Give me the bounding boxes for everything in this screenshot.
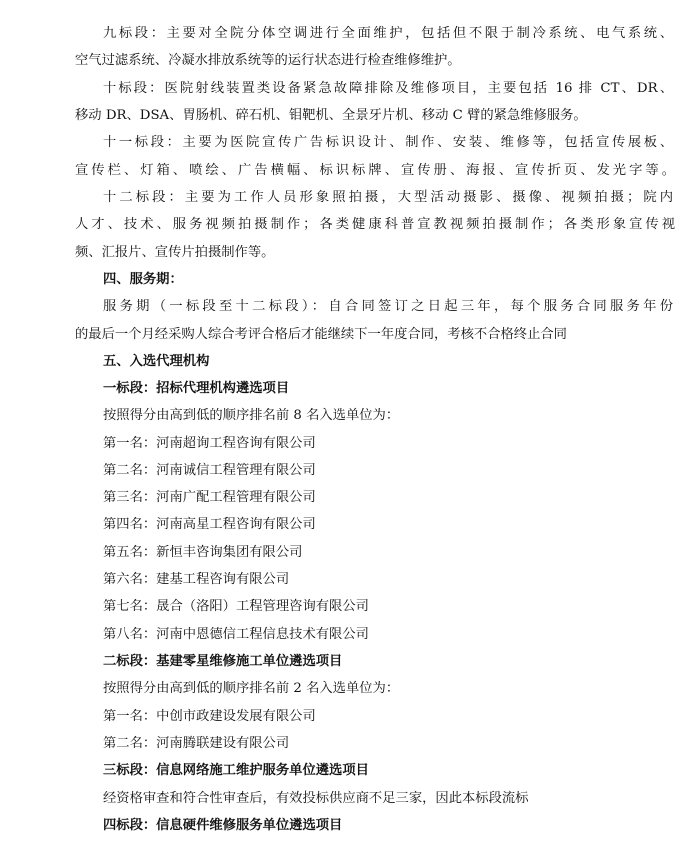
service-period-line2: 的最后一个月经采购人综合考评合格后才能继续下一年度合同，考核不合格终止合同 — [75, 327, 567, 342]
paragraph-lot9-line2: 空气过滤系统、冷凝水排放系统等的运行状态进行检查维修维护。 — [75, 53, 461, 68]
paragraph-lot10-line1: 十标段：医院射线装置类设备紧急故障排除及维修项目，主要包括 16 排 CT、DR、 — [103, 81, 673, 96]
paragraph-lot12-line1: 十二标段：主要为工作人员形象照拍摄，大型活动摄影、摄像、视频拍摄；院内 — [103, 190, 673, 205]
paragraph-lot9-line1: 九标段：主要对全院分体空调进行全面维护，包括但不限于制冷系统、电气系统、 — [103, 26, 673, 41]
lot3-title: 三标段：信息网络施工维护服务单位遴选项目 — [103, 763, 369, 778]
service-period-line1: 服务期（一标段至十二标段）：自合同签订之日起三年，每个服务合同服务年份 — [103, 299, 673, 314]
lot1-rank-6: 第六名：建基工程咨询有限公司 — [103, 572, 290, 587]
paragraph-lot10-line2: 移动 DR、DSA、胃肠机、碎石机、钼靶机、全景牙片机、移动 C 臂的紧急维修服务。 — [75, 108, 587, 123]
lot2-rank-1: 第一名：中创市政建设发展有限公司 — [103, 709, 316, 724]
lot1-intro: 按照得分由高到低的顺序排名前 8 名入选单位为： — [103, 408, 400, 423]
paragraph-lot11-line1: 十一标段：主要为医院宣传广告标识设计、制作、安装、维修等，包括宣传展板、 — [103, 135, 673, 150]
paragraph-lot12-line2: 人才、技术、服务视频拍摄制作；各类健康科普宣教视频拍摄制作；各类形象宣传视 — [75, 217, 675, 232]
lot2-intro: 按照得分由高到低的顺序排名前 2 名入选单位为： — [103, 681, 400, 696]
lot1-rank-2: 第二名：河南诚信工程管理有限公司 — [103, 463, 316, 478]
section-heading-service-period: 四、服务期： — [103, 272, 183, 287]
lot1-rank-4: 第四名：河南高星工程咨询有限公司 — [103, 517, 316, 532]
lot4-title: 四标段：信息硬件维修服务单位遴选项目 — [103, 818, 343, 833]
lot1-rank-7: 第七名：晟合（洛阳）工程管理咨询有限公司 — [103, 599, 369, 614]
lot2-title: 二标段：基建零星维修施工单位遴选项目 — [103, 654, 343, 669]
lot1-rank-8: 第八名：河南中恩德信工程信息技术有限公司 — [103, 627, 369, 642]
section-heading-selected-agencies: 五、入选代理机构 — [103, 354, 210, 369]
lot1-title: 一标段：招标代理机构遴选项目 — [103, 381, 290, 396]
lot1-rank-5: 第五名：新恒丰咨询集团有限公司 — [103, 545, 303, 560]
lot1-rank-3: 第三名：河南广配工程管理有限公司 — [103, 490, 316, 505]
lot1-rank-1: 第一名：河南超询工程咨询有限公司 — [103, 436, 316, 451]
lot2-rank-2: 第二名：河南腾联建设有限公司 — [103, 736, 290, 751]
lot3-note: 经资格审查和符合性审查后，有效投标供应商不足三家，因此本标段流标 — [103, 791, 529, 806]
paragraph-lot11-line2: 宣传栏、灯箱、喷绘、广告横幅、标识标牌、宣传册、海报、宣传折页、发光字等。 — [75, 163, 675, 178]
paragraph-lot12-line3: 频、汇报片、宣传片拍摄制作等。 — [75, 245, 275, 260]
